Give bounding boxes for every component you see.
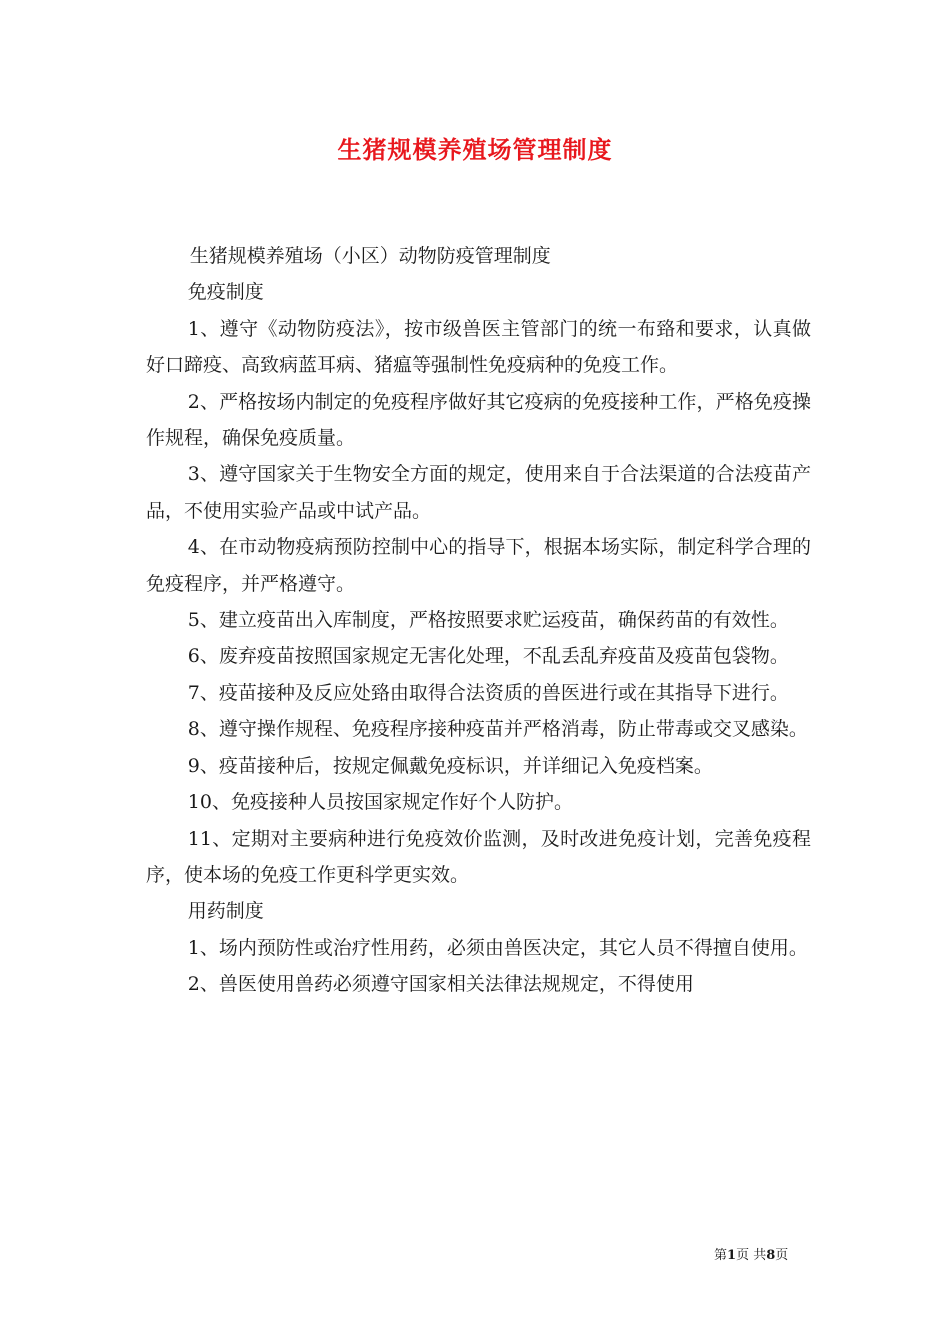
section-heading-medication: 用药制度 (187, 900, 264, 923)
paragraph: 2、严格按场内制定的免疫程序做好其它疫病的免疫接种工作，严格免疫操作规程，确保免疫质量。 (146, 390, 811, 450)
footer-prefix: 第 (714, 1248, 728, 1263)
paragraph: 8、遵守操作规程、免疫程序接种疫苗并严格消毒，防止带毒或交叉感染。 (187, 718, 808, 741)
section-heading-immunization: 免疫制度 (187, 281, 264, 304)
paragraph: 1、场内预防性或治疗性用药，必须由兽医决定，其它人员不得擅自使用。 (187, 936, 808, 959)
paragraph: 4、在市动物疫病预防控制中心的指导下，根据本场实际，制定科学合理的免疫程序，并严格遵守。 (146, 536, 811, 595)
paragraph: 2、兽医使用兽药必须遵守国家相关法律法规规定，不得使用 (187, 973, 694, 996)
document-body (146, 238, 811, 1003)
footer-suffix: 页 (775, 1248, 789, 1263)
footer-middle: 页 共 (736, 1248, 767, 1263)
page-number-footer (714, 1247, 788, 1265)
paragraph: 3、遵守国家关于生物安全方面的规定，使用来自于合法渠道的合法疫苗产品，不使用实验产品或中试产品。 (146, 463, 811, 522)
paragraph: 6、废弃疫苗按照国家规定无害化处理，不乱丢乱弃疫苗及疫苗包袋物。 (187, 645, 789, 668)
paragraph: 9、疫苗接种后，按规定佩戴免疫标识，并详细记入免疫档案。 (187, 754, 713, 777)
paragraph: 10、免疫接种人员按国家规定作好个人防护。 (187, 791, 573, 814)
paragraph-heading: 生猪规模养殖场（小区）动物防疫管理制度 (189, 245, 551, 267)
paragraph: 7、疫苗接种及反应处臵由取得合法资质的兽医进行或在其指导下进行。 (187, 681, 789, 704)
paragraph: 11、定期对主要病种进行免疫效价监测，及时改进免疫计划，完善免疫程序，使本场的免疫工作更科学更实效。 (146, 827, 811, 886)
paragraph: 5、建立疫苗出入库制度，严格按照要求贮运疫苗，确保药苗的有效性。 (187, 609, 789, 632)
footer-total-pages: 8 (766, 1248, 776, 1263)
document-title: 生猪规模养殖场管理制度 (337, 135, 613, 164)
footer-current-page: 1 (727, 1248, 737, 1263)
paragraph: 1、遵守《动物防疫法》，按市级兽医主管部门的统一布臵和要求，认真做好口蹄疫、高致病蓝耳病、猪瘟等强制性免疫病种的免疫工作。 (146, 317, 811, 377)
